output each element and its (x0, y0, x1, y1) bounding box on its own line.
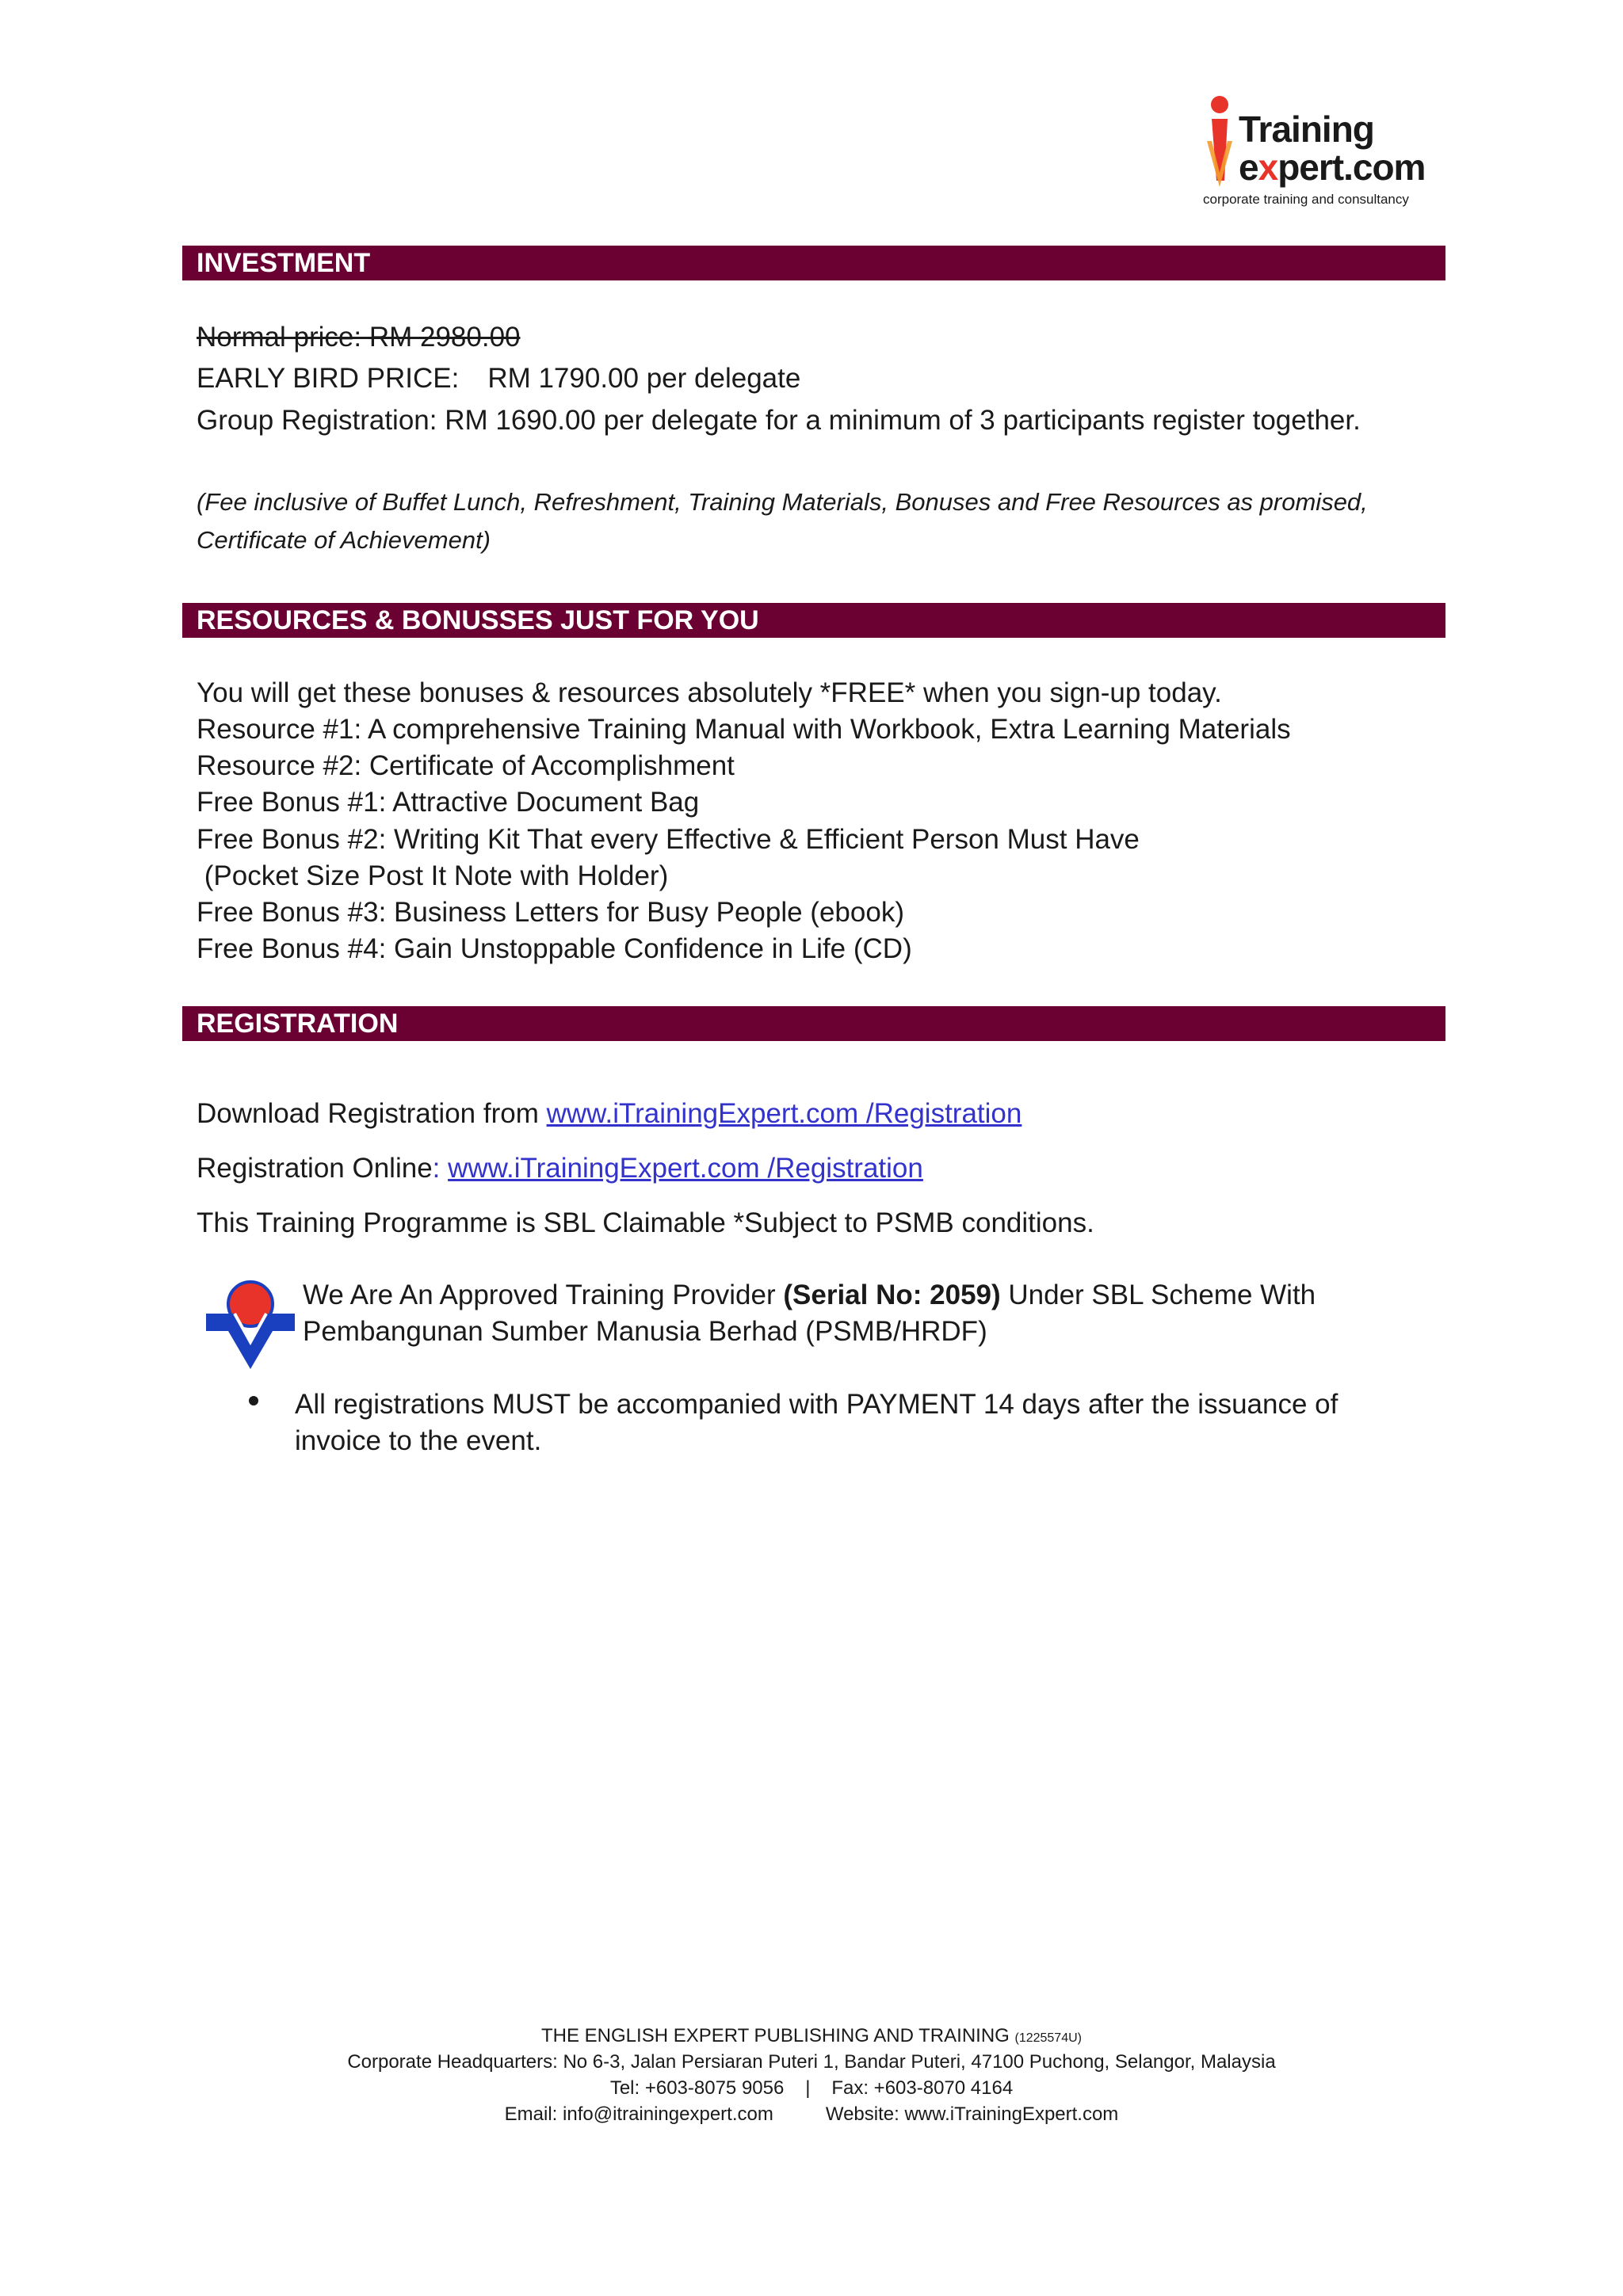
registration-online: Registration Online: www.iTrainingExpert.com /Registration (197, 1153, 923, 1184)
bonus-item: Free Bonus #1: Attractive Document Bag (197, 787, 700, 818)
group-registration-price: Group Registration: RM 1690.00 per delegate for a minimum of 3 participants register together. (197, 405, 1361, 436)
footer-contact-web: Email: info@itrainingexpert.com Website: www.iTrainingExpert.com (504, 2103, 1119, 2125)
early-bird-price: EARLY BIRD PRICE: RM 1790.00 per delegate (197, 363, 801, 394)
normal-price: Normal price: RM 2980.00 (197, 322, 521, 353)
registration-online-link[interactable]: www.iTrainingExpert.com /Registration (448, 1153, 923, 1184)
bonus-item: Free Bonus #4: Gain Unstoppable Confidence in Life (CD) (197, 933, 912, 964)
registration-heading: REGISTRATION (182, 1006, 1445, 1041)
hrdf-emblem-icon (203, 1276, 298, 1372)
investment-heading: INVESTMENT (182, 246, 1445, 280)
bonus-item-detail: (Pocket Size Post It Note with Holder) (197, 860, 669, 891)
logo-wordmark-training: Training (1239, 109, 1374, 150)
resource-item: Resource #2: Certificate of Accomplishment (197, 750, 735, 781)
bonus-item: Free Bonus #3: Business Letters for Busy People (ebook) (197, 897, 904, 928)
fee-note-line-2: Certificate of Achievement) (197, 526, 491, 554)
resources-heading: RESOURCES & BONUSSES JUST FOR YOU (182, 603, 1445, 638)
company-logo (1201, 93, 1438, 212)
payment-terms: All registrations MUST be accompanied with PAYMENT 14 days after the issuance of invoice to the event. (295, 1389, 1338, 1456)
logo-tagline: corporate training and consultancy (1203, 192, 1409, 207)
resource-item: Resource #1: A comprehensive Training Manual with Workbook, Extra Learning Materials (197, 714, 1291, 745)
download-registration: Download Registration from www.iTrainingExpert.com /Registration (197, 1098, 1022, 1129)
footer-company: THE ENGLISH EXPERT PUBLISHING AND TRAINING (1225574U) (541, 2025, 1082, 2046)
approved-provider-text: We Are An Approved Training Provider (Serial No: 2059) Under SBL Scheme With Pembangunan Sumber Manusia Berhad (PSMB/HRDF) (303, 1280, 1316, 1347)
sbl-claimable-note: This Training Programme is SBL Claimable *Subject to PSMB conditions. (197, 1207, 1094, 1238)
bullet-icon (249, 1396, 258, 1405)
fee-note-line-1: (Fee inclusive of Buffet Lunch, Refreshment, Training Materials, Bonuses and Free Resources as promised, (197, 488, 1368, 516)
resources-intro: You will get these bonuses & resources absolutely *FREE* when you sign-up today. (197, 677, 1222, 708)
bonus-item: Free Bonus #2: Writing Kit That every Effective & Efficient Person Must Have (197, 824, 1140, 855)
download-registration-link[interactable]: www.iTrainingExpert.com /Registration (546, 1098, 1022, 1129)
footer-contact-phone: Tel: +603-8075 9056 | Fax: +603-8070 4164 (609, 2077, 1014, 2099)
footer-address: Corporate Headquarters: No 6-3, Jalan Persiaran Puteri 1, Bandar Puteri, 47100 Puchong, Selangor, Malaysia (347, 2051, 1276, 2073)
logo-wordmark-expert: expert.com (1239, 147, 1426, 188)
